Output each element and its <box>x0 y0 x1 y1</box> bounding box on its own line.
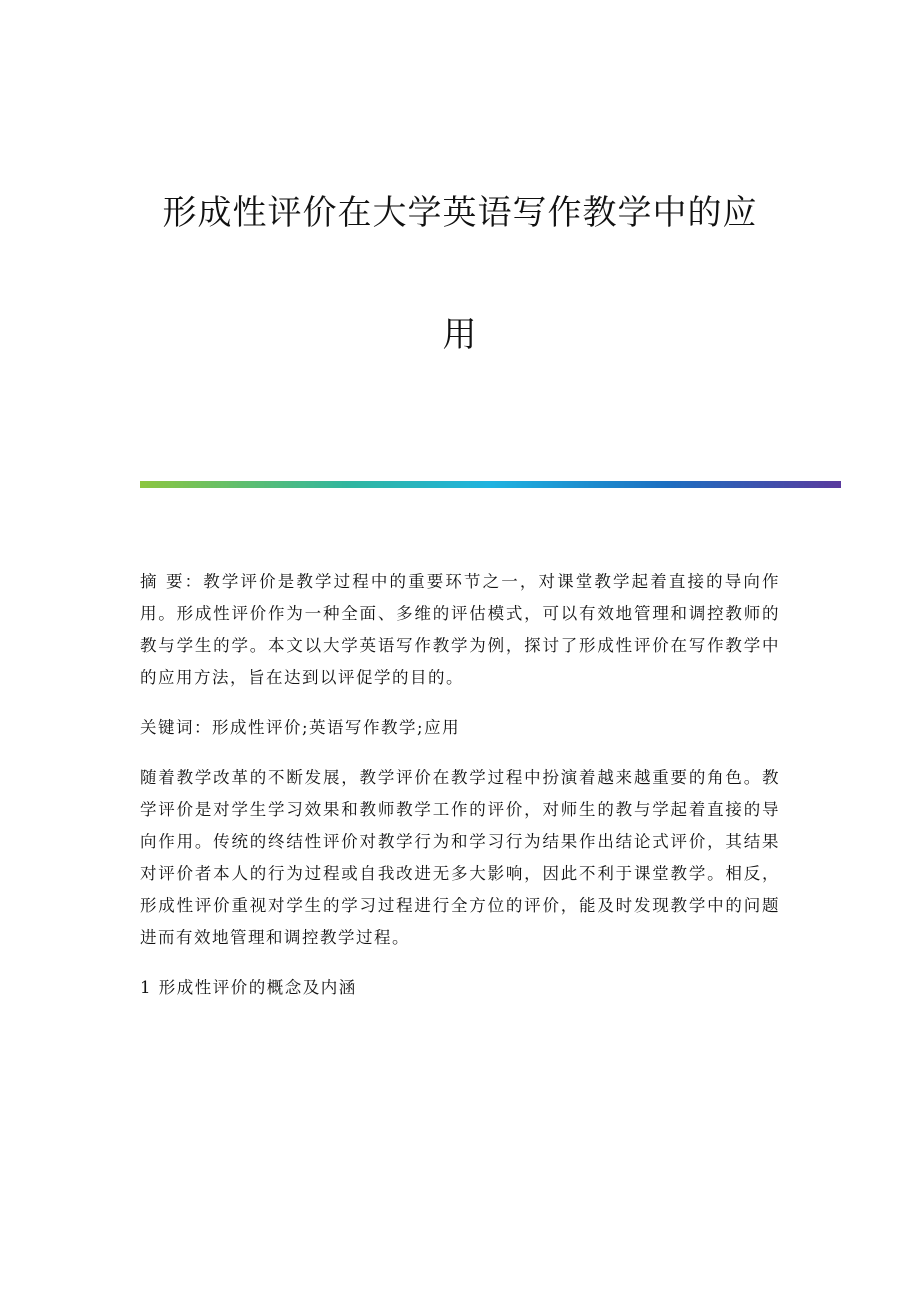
document-title <box>80 188 840 360</box>
title-line-2: 用 <box>442 315 478 355</box>
abstract-paragraph <box>140 566 780 694</box>
title-divider <box>140 481 841 488</box>
keywords-line <box>140 712 780 744</box>
keywords-label: 关键词： <box>140 718 212 737</box>
intro-paragraph: 随着教学改革的不断发展，教学评价在教学过程中扮演着越来越重要的角色。教学评价是对学生学习效果和教师教学工作的评价，对师生的教与学起着直接的导向作用。传统的终结性评价对教学行为和学习行为结果作出结论式评价，其结果对评价者本人的行为过程或自我改进无多大影响，因此不利于课堂教学。相反，形成性评价重视对学生的学习过程进行全方位的评价，能及时发现教学中的问题进而有效地管理和调控教学过程。 <box>140 768 780 947</box>
abstract-text: 教学评价是教学过程中的重要环节之一，对课堂教学起着直接的导向作用。形成性评价作为一种全面、多维的评估模式，可以有效地管理和调控教师的教与学生的学。本文以大学英语写作教学为例，探讨了形成性评价在写作教学中的应用方法，旨在达到以评促学的目的。 <box>140 572 780 687</box>
keywords-text: 形成性评价;英语写作教学;应用 <box>212 718 461 737</box>
document-body <box>140 566 780 1004</box>
abstract-label: 摘 要： <box>140 572 204 591</box>
title-line-1: 形成性评价在大学英语写作教学中的应 <box>162 193 758 233</box>
section-heading-1: 1 形成性评价的概念及内涵 <box>140 978 357 997</box>
